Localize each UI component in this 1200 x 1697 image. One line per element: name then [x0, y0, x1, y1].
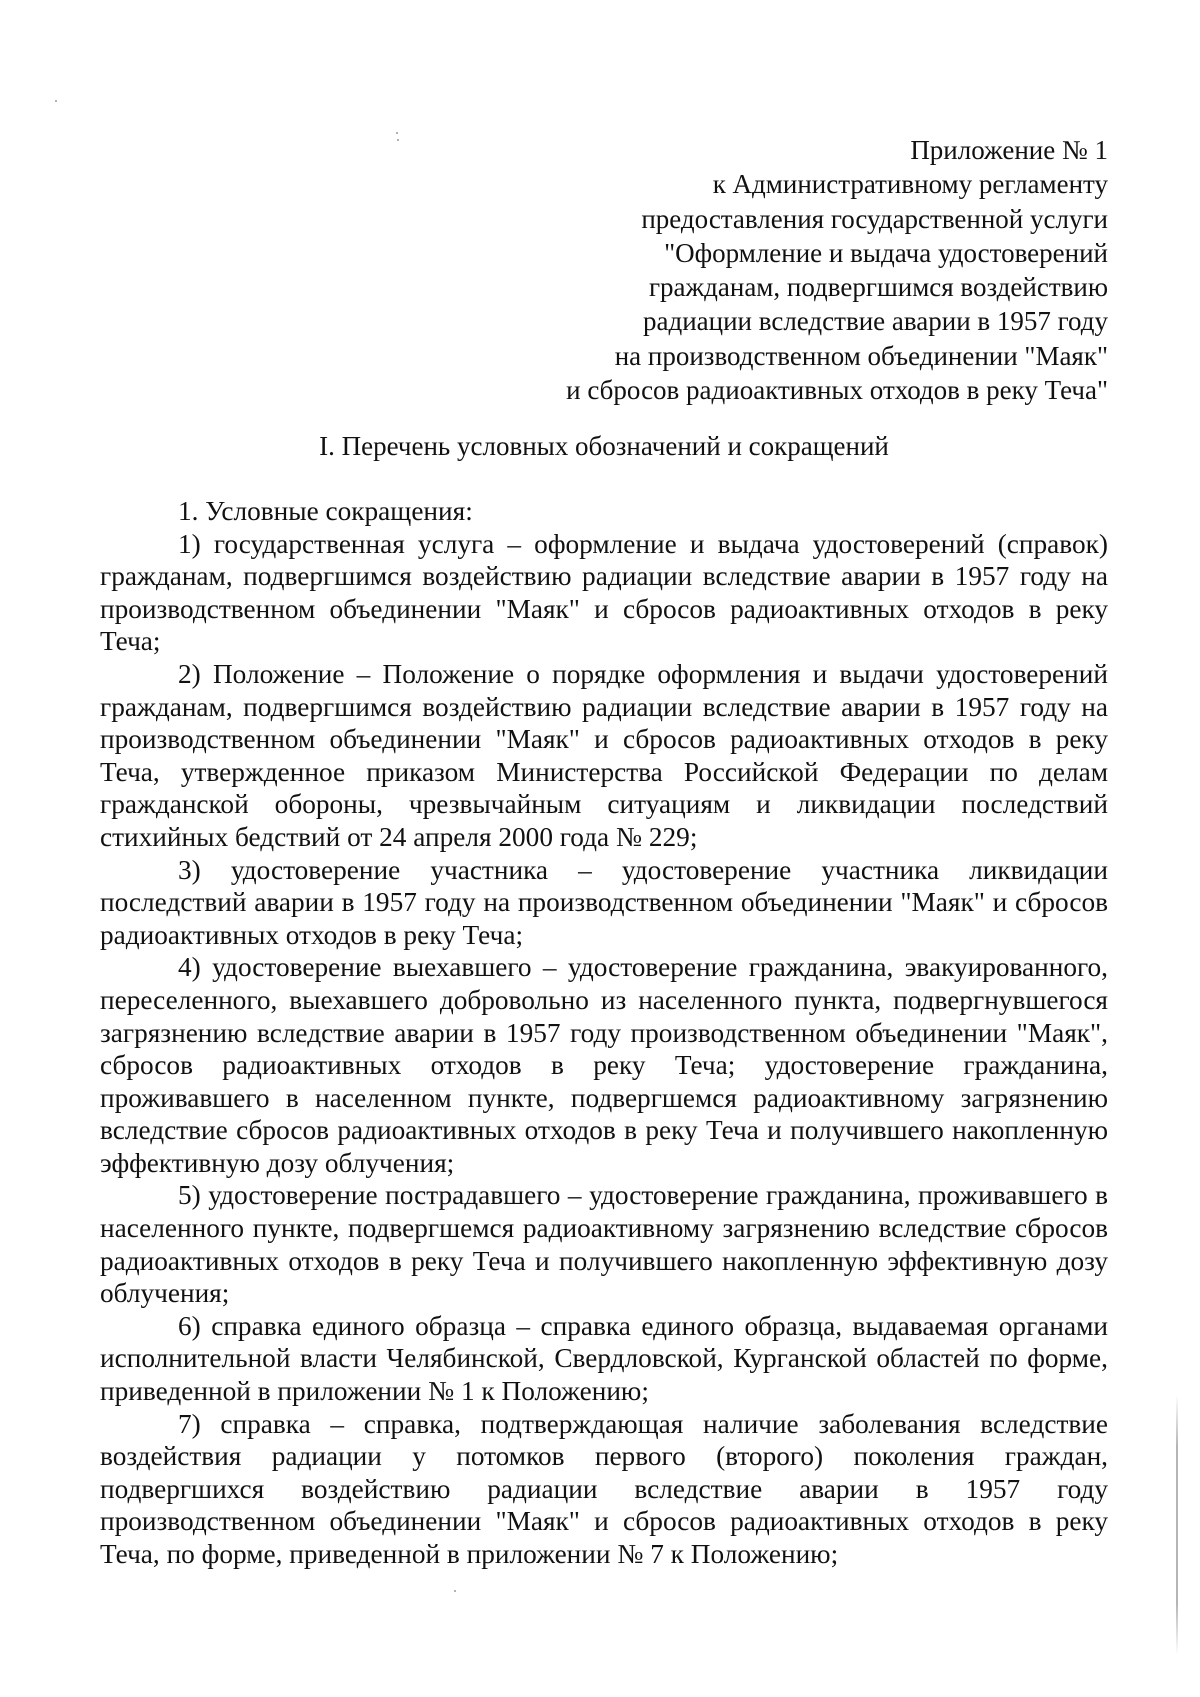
scan-speck	[397, 139, 399, 141]
annex-line: Приложение № 1	[910, 135, 1108, 165]
list-item: 6) справка единого образца – справка единого образца, выдаваемая органами исполнительной власти Челябинской, Свердловской, Курганской областей по форме, приведенной в приложении № 1 к Положению;	[100, 1310, 1108, 1407]
annex-line: радиации вследствие аварии в 1957 году	[643, 306, 1108, 337]
annex-line: на производственном объединении "Маяк"	[614, 340, 1108, 371]
annex-line: предоставления государственной услуги	[641, 203, 1108, 234]
subheading: 1. Условные сокращения:	[178, 496, 473, 526]
annex-line: к Административному регламенту	[712, 169, 1108, 200]
scan-speck	[454, 1590, 456, 1592]
list-item: 7) справка – справка, подтверждающая наличие заболевания вследствие воздействия радиации у потомков первого (второго) поколения граждан, подвергшихся воздействию радиации вследствие аварии в 1957 году производственном объединении "Маяк" и сбросов радиоактивных отходов в реку Теча, по форме, приведенной в приложении № 7 к Положению;	[100, 1408, 1108, 1569]
annex-line: гражданам, подвергшимся воздействию	[648, 272, 1108, 303]
annex-line: "Оформление и выдача удостоверений	[664, 237, 1108, 268]
list-item: 2) Положение – Положение о порядке оформления и выдачи удостоверений гражданам, подвергшимся воздействию радиации вследствие аварии в 1957 году на производственном объединении "Маяк" и сбросов радиоактивных отходов в реку Теча, утвержденное приказом Министерства Российской Федерации по делам гражданской обороны, чрезвычайным ситуациям и ликвидации последствий стихийных бедствий от 24 апреля 2000 года № 229;	[100, 658, 1108, 852]
list-item: 5) удостоверение пострадавшего – удостоверение гражданина, проживавшего в населенного пункте, подвергшемся радиоактивному загрязнению вследствие сбросов радиоактивных отходов в реку Теча и получившего накопленную эффективную дозу облучения;	[100, 1180, 1108, 1309]
scan-edge-line	[1176, 1395, 1178, 1655]
annex-header	[388, 133, 1108, 407]
list-item: 3) удостоверение участника – удостоверение участника ликвидации последствий аварии в 1957 году на производственном объединении "Маяк" и сбросов радиоактивных отходов в реку Теча;	[100, 854, 1108, 950]
annex-line: и сбросов радиоактивных отходов в реку Теча"	[566, 375, 1108, 406]
list-item: 4) удостоверение выехавшего – удостоверение гражданина, эвакуированного, переселенного, выехавшего добровольно из населенного пункта, подвергнувшегося загрязнению вследствие аварии в 1957 году производственном объединении "Маяк", сбросов радиоактивных отходов в реку Теча; удостоверение гражданина, проживавшего в населенном пункте, подвергшемся радиоактивному загрязнению вследствие сбросов радиоактивных отходов в реку Теча и получившего накопленную эффективную дозу облучения;	[100, 952, 1108, 1178]
scan-speck	[55, 100, 57, 102]
document-body	[100, 495, 1108, 1571]
scan-speck	[396, 132, 398, 134]
section-title: I. Перечень условных обозначений и сокращений	[319, 431, 889, 461]
list-item: 1) государственная услуга – оформление и выдача удостоверений (справок) гражданам, подвергшимся воздействию радиации вследствие аварии в 1957 году на производственном объединении "Маяк" и сбросов радиоактивных отходов в реку Теча;	[100, 528, 1108, 657]
